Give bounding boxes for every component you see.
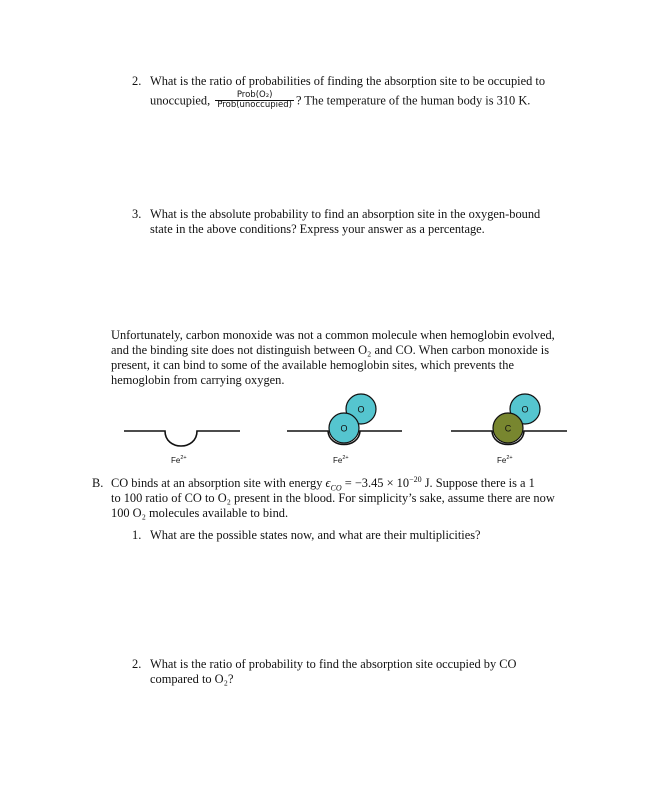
fe-label-oxygen: $Fe^{2+}$	[333, 455, 349, 465]
empty-binding-site	[124, 431, 240, 446]
question-3-line1: What is the absolute probability to find an absorption site in the oxygen-bound	[150, 207, 541, 221]
part-b-line3: 100 O₂ molecules available to bind.	[111, 506, 289, 520]
part-b-line1: CO binds at an absorption site with energy $\epsilon_{CO} = -3.45 \times 10^{-20}$ J. Suppose there is a 1	[111, 474, 535, 493]
question-2-prefix: unoccupied,	[150, 93, 211, 108]
fraction-numerator: Prob(O₂)	[215, 91, 294, 101]
fe-label-empty: $Fe^{2+}$	[171, 455, 187, 465]
part-b-question-1-text: What are the possible states now, and what are their multiplicities?	[150, 528, 481, 542]
co-bound-site	[451, 394, 567, 445]
intro-paragraph-line3: present, it can bind to some of the available hemoglobin sites, which prevents the	[111, 358, 514, 372]
carbon-atom-label: C	[504, 423, 512, 434]
question-2-number: 2.	[132, 74, 142, 88]
part-b-line2: to 100 ratio of CO to O₂ present in the blood. For simplicity’s sake, assume there are now	[111, 491, 555, 505]
fe-label-co: $Fe^{2+}$	[497, 455, 513, 465]
question-3-number: 3.	[132, 207, 142, 221]
part-b-question-1-number: 1.	[132, 528, 142, 542]
oxygen-atom-lower-label: O	[340, 423, 348, 434]
part-b-label: B.	[92, 476, 104, 490]
question-2-suffix: ? The temperature of the human body is 310 K.	[295, 93, 531, 108]
oxygen-atom-upper-label: O	[357, 404, 365, 415]
oxygen-atom-co-label: O	[521, 404, 529, 415]
binding-site-diagram	[0, 385, 656, 465]
oxygen-bound-site	[287, 394, 402, 445]
part-b-question-2-line2: compared to O₂?	[150, 672, 234, 686]
part-b-question-2-line1: What is the ratio of probability to find the absorption site occupied by CO	[150, 657, 517, 671]
probability-fraction	[215, 91, 294, 110]
intro-paragraph-line1: Unfortunately, carbon monoxide was not a common molecule when hemoglobin evolved,	[111, 328, 555, 342]
intro-paragraph-line2: and the binding site does not distinguish between O₂ and CO. When carbon monoxide is	[111, 343, 550, 357]
question-3-line2: state in the above conditions? Express your answer as a percentage.	[150, 222, 485, 236]
question-2-line2	[150, 92, 530, 111]
part-b-question-2-number: 2.	[132, 657, 142, 671]
intro-paragraph-line4: hemoglobin from carrying oxygen.	[111, 373, 285, 387]
question-2-line1: What is the ratio of probabilities of finding the absorption site to be occupied to	[150, 74, 546, 88]
fraction-denominator: Prob(unoccupied)	[217, 100, 292, 110]
